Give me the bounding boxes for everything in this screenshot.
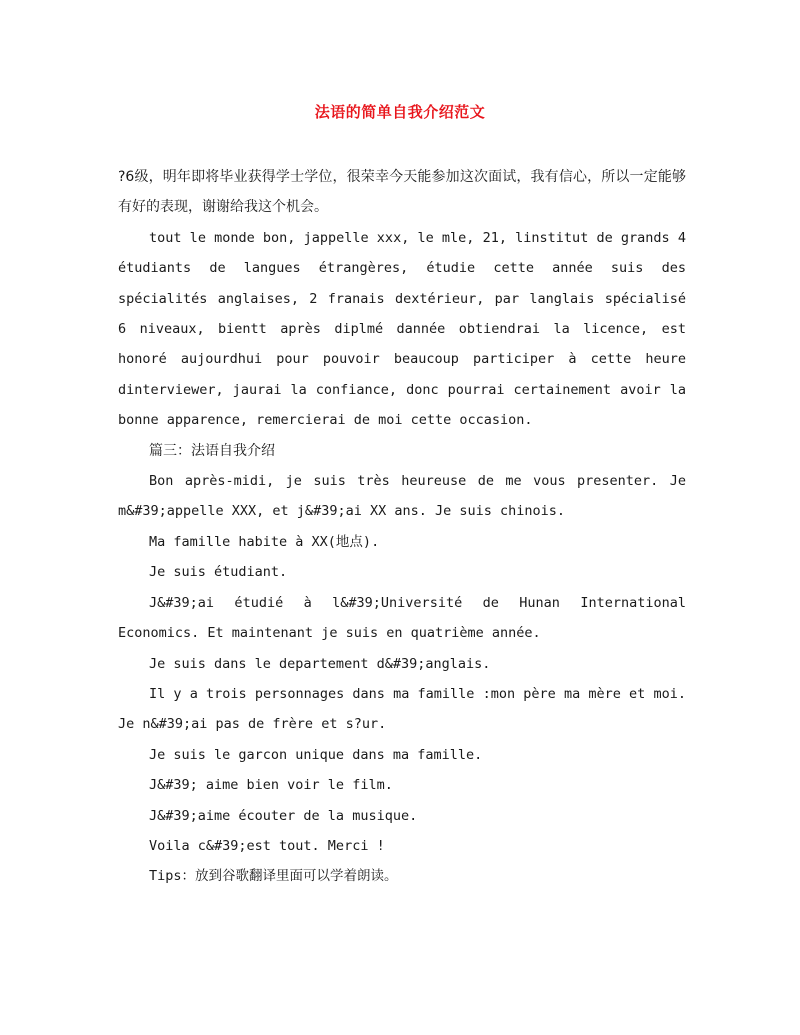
paragraph: Bon après-midi, je suis très heureuse de me vous presenter. Je m&#39;appelle XXX, et j&#39;ai XX ans. Je suis chinois. [118,473,686,520]
paragraph: J&#39;ai étudié à l&#39;Université de Hunan International Economics. Et maintenant je suis en quatrième année. [118,594,686,642]
paragraph: Voila c&#39;est tout. Merci ! [149,837,385,854]
section-heading: 篇三：法语自我介绍 [149,442,275,459]
document-title: 法语的简单自我介绍范文 [314,103,486,121]
document-body [118,162,686,892]
paragraph-intro-cn: ?6级，明年即将毕业获得学士学位，很荣幸今天能参加这次面试，我有信心，所以一定能够有好的表现，谢谢给我这个机会。 [118,169,686,216]
paragraph: Il y a trois personnages dans ma famille :mon père ma mère et moi. Je n&#39;ai pas de frère et s?ur. [118,685,686,733]
paragraph: Je suis étudiant. [149,564,288,581]
paragraph: Je suis le garcon unique dans ma famille. [149,746,483,763]
paragraph-tips: Tips：放到谷歌翻译里面可以学着朗读。 [149,868,398,885]
paragraph-intro-fr: tout le monde bon, jappelle xxx, le mle, 21, linstitut de grands 4 étudiants de langues étrangères, étudie cette année suis des spécialités anglaises, 2 franais dextérieur, par langlais spécialisé 6 niveaux, bientt après diplmé dannée obtiendrai la licence, est honoré aujourdhui pour pouvoir beaucoup participer à cette heure dinterviewer, jaurai la confiance, donc pourrai certainement avoir la bonne apparence, remercierai de moi cette occasion. [118,229,686,429]
paragraph: J&#39;aime écouter de la musique. [149,807,418,824]
paragraph: Je suis dans le departement d&#39;anglais. [149,655,491,672]
paragraph: J&#39; aime bien voir le film. [149,777,393,794]
paragraph: Ma famille habite à XX(地点). [149,533,380,550]
